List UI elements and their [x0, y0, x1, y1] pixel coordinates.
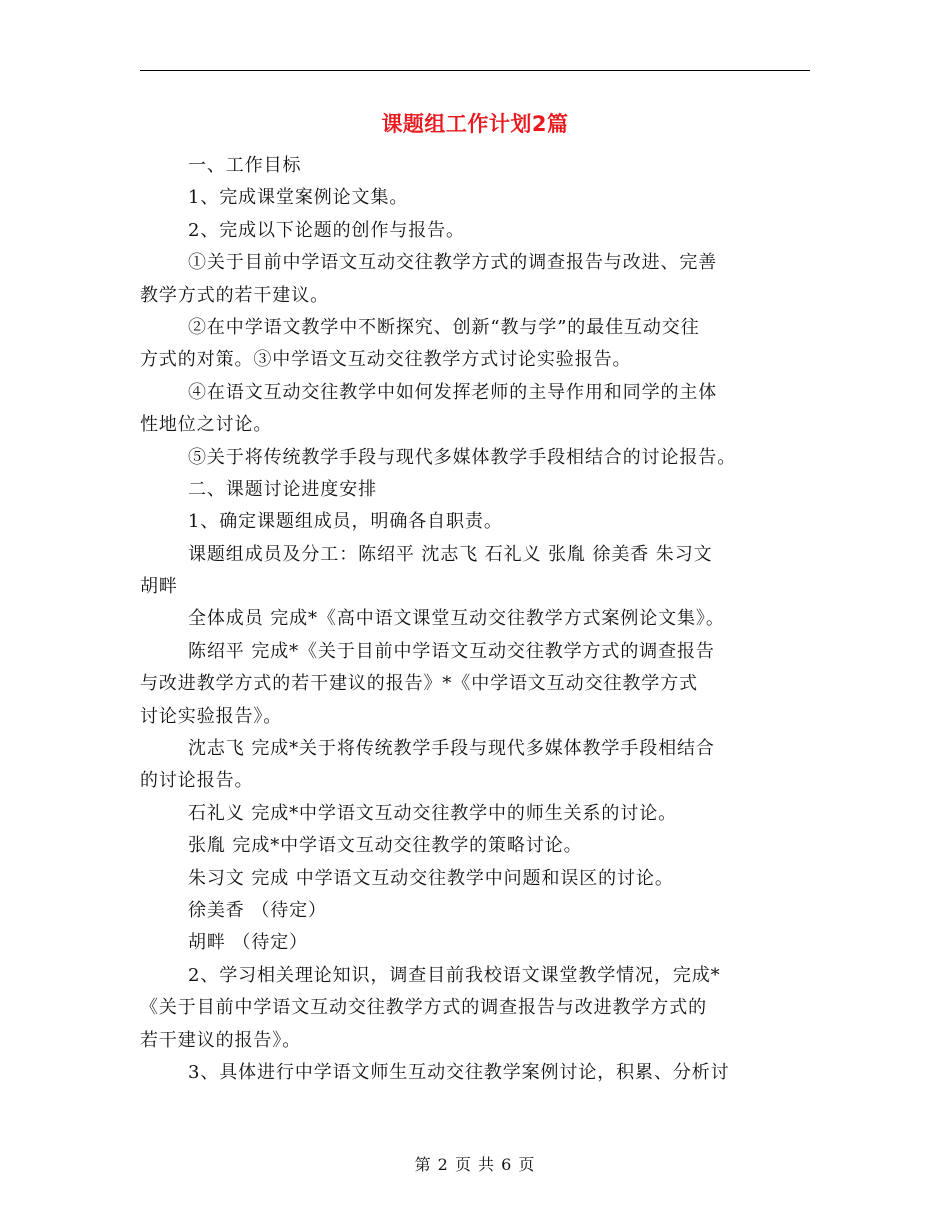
paragraph-line: 3、具体进行中学语文师生互动交往教学案例讨论，积累、分析讨: [188, 1061, 730, 1083]
paragraph-line: 教学方式的若干建议。: [140, 284, 329, 306]
paragraph-line: 2、完成以下论题的创作与报告。: [188, 219, 465, 241]
paragraph-line: 全体成员 完成*《高中语文课堂互动交往教学方式案例论文集》。: [188, 608, 725, 630]
paragraph-line: 徐美香 （待定）: [188, 899, 327, 921]
paragraph-line: 陈绍平 完成*《关于目前中学语文互动交往教学方式的调查报告: [188, 640, 715, 662]
paragraph-line: 讨论实验报告》。: [140, 705, 283, 727]
paragraph-line: 若干建议的报告》。: [140, 1029, 302, 1051]
paragraph-line: 与改进教学方式的若干建议的报告》*《中学语文互动交往教学方式: [140, 673, 698, 695]
document-body: [140, 150, 810, 1089]
paragraph-line: 朱习文 完成 中学语文互动交往教学中问题和误区的讨论。: [188, 867, 674, 889]
section-heading: 二、课题讨论进度安排: [188, 478, 377, 500]
paragraph-line: ①关于目前中学语文互动交往教学方式的调查报告与改进、完善: [188, 252, 718, 274]
header-rule: [140, 70, 810, 71]
paragraph-line: 性地位之讨论。: [140, 414, 273, 436]
paragraph-line: 1、完成课堂案例论文集。: [188, 187, 409, 209]
paragraph-line: 1、确定课题组成员，明确各自职责。: [188, 511, 503, 533]
paragraph-line: ②在中学语文教学中不断探究、创新“教与学”的最佳互动交往: [188, 316, 700, 338]
paragraph-line: 沈志飞 完成*关于将传统教学手段与现代多媒体教学手段相结合: [188, 738, 715, 760]
section-heading: 一、工作目标: [188, 155, 302, 176]
page-number-footer: 第 2 页 共 6 页: [414, 1155, 536, 1174]
paragraph-line: 胡畔: [140, 576, 178, 598]
paragraph-line: 张胤 完成*中学语文互动交往教学的策略讨论。: [188, 835, 583, 857]
paragraph-line: ④在语文互动交往教学中如何发挥老师的主导作用和同学的主体: [188, 381, 718, 403]
paragraph-line: 2、学习相关理论知识，调查目前我校语文课堂教学情况，完成*: [188, 964, 721, 986]
document-title: 课题组工作计划2篇: [381, 112, 569, 136]
paragraph-line: 的讨论报告。: [140, 770, 254, 792]
paragraph-line: 石礼义 完成*中学语文互动交往教学中的师生关系的讨论。: [188, 802, 678, 824]
paragraph-line: 胡畔 （待定）: [188, 932, 309, 954]
paragraph-line: 方式的对策。③中学语文互动交往教学方式讨论实验报告。: [140, 349, 632, 371]
paragraph-line: 《关于目前中学语文互动交往教学方式的调查报告与改进教学方式的: [140, 997, 707, 1019]
paragraph-line: ⑤关于将传统教学手段与现代多媒体教学手段相结合的讨论报告。: [188, 446, 737, 468]
paragraph-line: 课题组成员及分工：陈绍平 沈志飞 石礼义 张胤 徐美香 朱习文: [188, 543, 713, 565]
